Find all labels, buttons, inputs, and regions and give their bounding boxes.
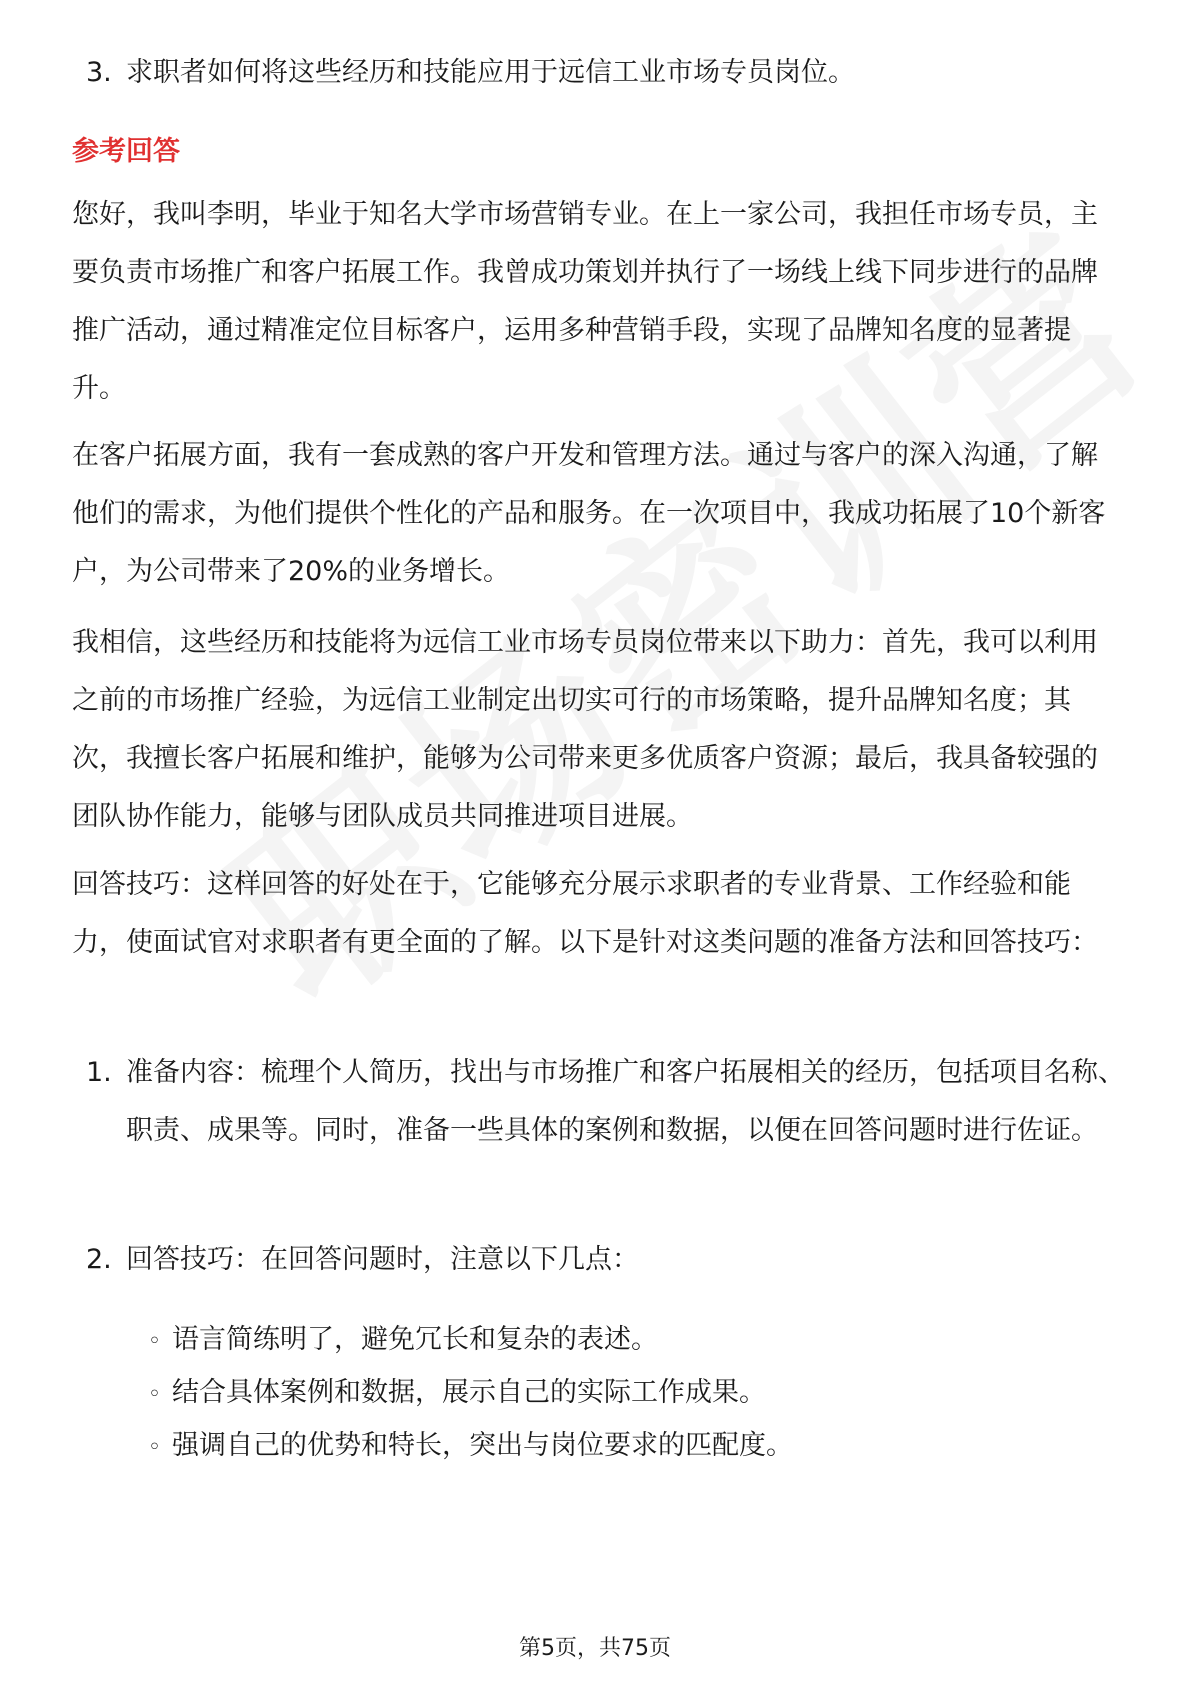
- bullet-text: 结合具体案例和数据，展示自己的实际工作成果。: [172, 1377, 766, 1408]
- hollow-circle-bullet-icon: ◦: [148, 1435, 161, 1460]
- bullet-text: 语言简练明了，避免冗长和复杂的表述。: [172, 1324, 658, 1355]
- bullet-item: [148, 1426, 1108, 1468]
- list-item-2: [86, 1231, 1126, 1289]
- bullet-item: [148, 1373, 1108, 1415]
- bullet-text: 强调自己的优势和特长，突出与岗位要求的匹配度。: [172, 1430, 793, 1461]
- list-number: 2.: [86, 1244, 112, 1275]
- paragraph-intro: 您好，我叫李明，毕业于知名大学市场营销专业。在上一家公司，我担任市场专员，主要负责市场推广和客户拓展工作。我曾成功策划并执行了一场线上线下同步进行的品牌推广活动，通过精准定位目标客户，运用多种营销手段，实现了品牌知名度的显著提升。: [72, 199, 1098, 404]
- list-item-text: 回答技巧：在回答问题时，注意以下几点：: [126, 1244, 639, 1275]
- paragraph-answer-tips: 回答技巧：这样回答的好处在于，它能够充分展示求职者的专业背景、工作经验和能力，使面试官对求职者有更全面的了解。以下是针对这类问题的准备方法和回答技巧：: [72, 869, 1098, 958]
- section-heading: 参考回答: [72, 136, 180, 167]
- paragraph-contribution: 我相信，这些经历和技能将为远信工业市场专员岗位带来以下助力：首先，我可以利用之前的市场推广经验，为远信工业制定出切实可行的市场策略，提升品牌知名度；其次，我擅长客户拓展和维护，能够为公司带来更多优质客户资源；最后，我具备较强的团队协作能力，能够与团队成员共同推进项目进展。: [72, 627, 1098, 832]
- paragraph-client-expansion: 在客户拓展方面，我有一套成熟的客户开发和管理方法。通过与客户的深入沟通，了解他们的需求，为他们提供个性化的产品和服务。在一次项目中，我成功拓展了10个新客户，为公司带来了20%的业务增长。: [72, 440, 1106, 587]
- list-item-1: [86, 1044, 1126, 1160]
- bullet-item: [148, 1320, 1108, 1362]
- list-number: 3.: [86, 57, 112, 88]
- hollow-circle-bullet-icon: ◦: [148, 1382, 161, 1407]
- page-footer: 第5页，共75页: [519, 1636, 671, 1661]
- list-item-text: 准备内容：梳理个人简历，找出与市场推广和客户拓展相关的经历，包括项目名称、职责、成果等。同时，准备一些具体的案例和数据，以便在回答问题时进行佐证。: [126, 1057, 1125, 1146]
- list-number: 1.: [86, 1057, 112, 1088]
- hollow-circle-bullet-icon: ◦: [148, 1329, 161, 1354]
- list-item-text: 求职者如何将这些经历和技能应用于远信工业市场专员岗位。: [126, 57, 855, 88]
- list-item-3: [86, 44, 1126, 102]
